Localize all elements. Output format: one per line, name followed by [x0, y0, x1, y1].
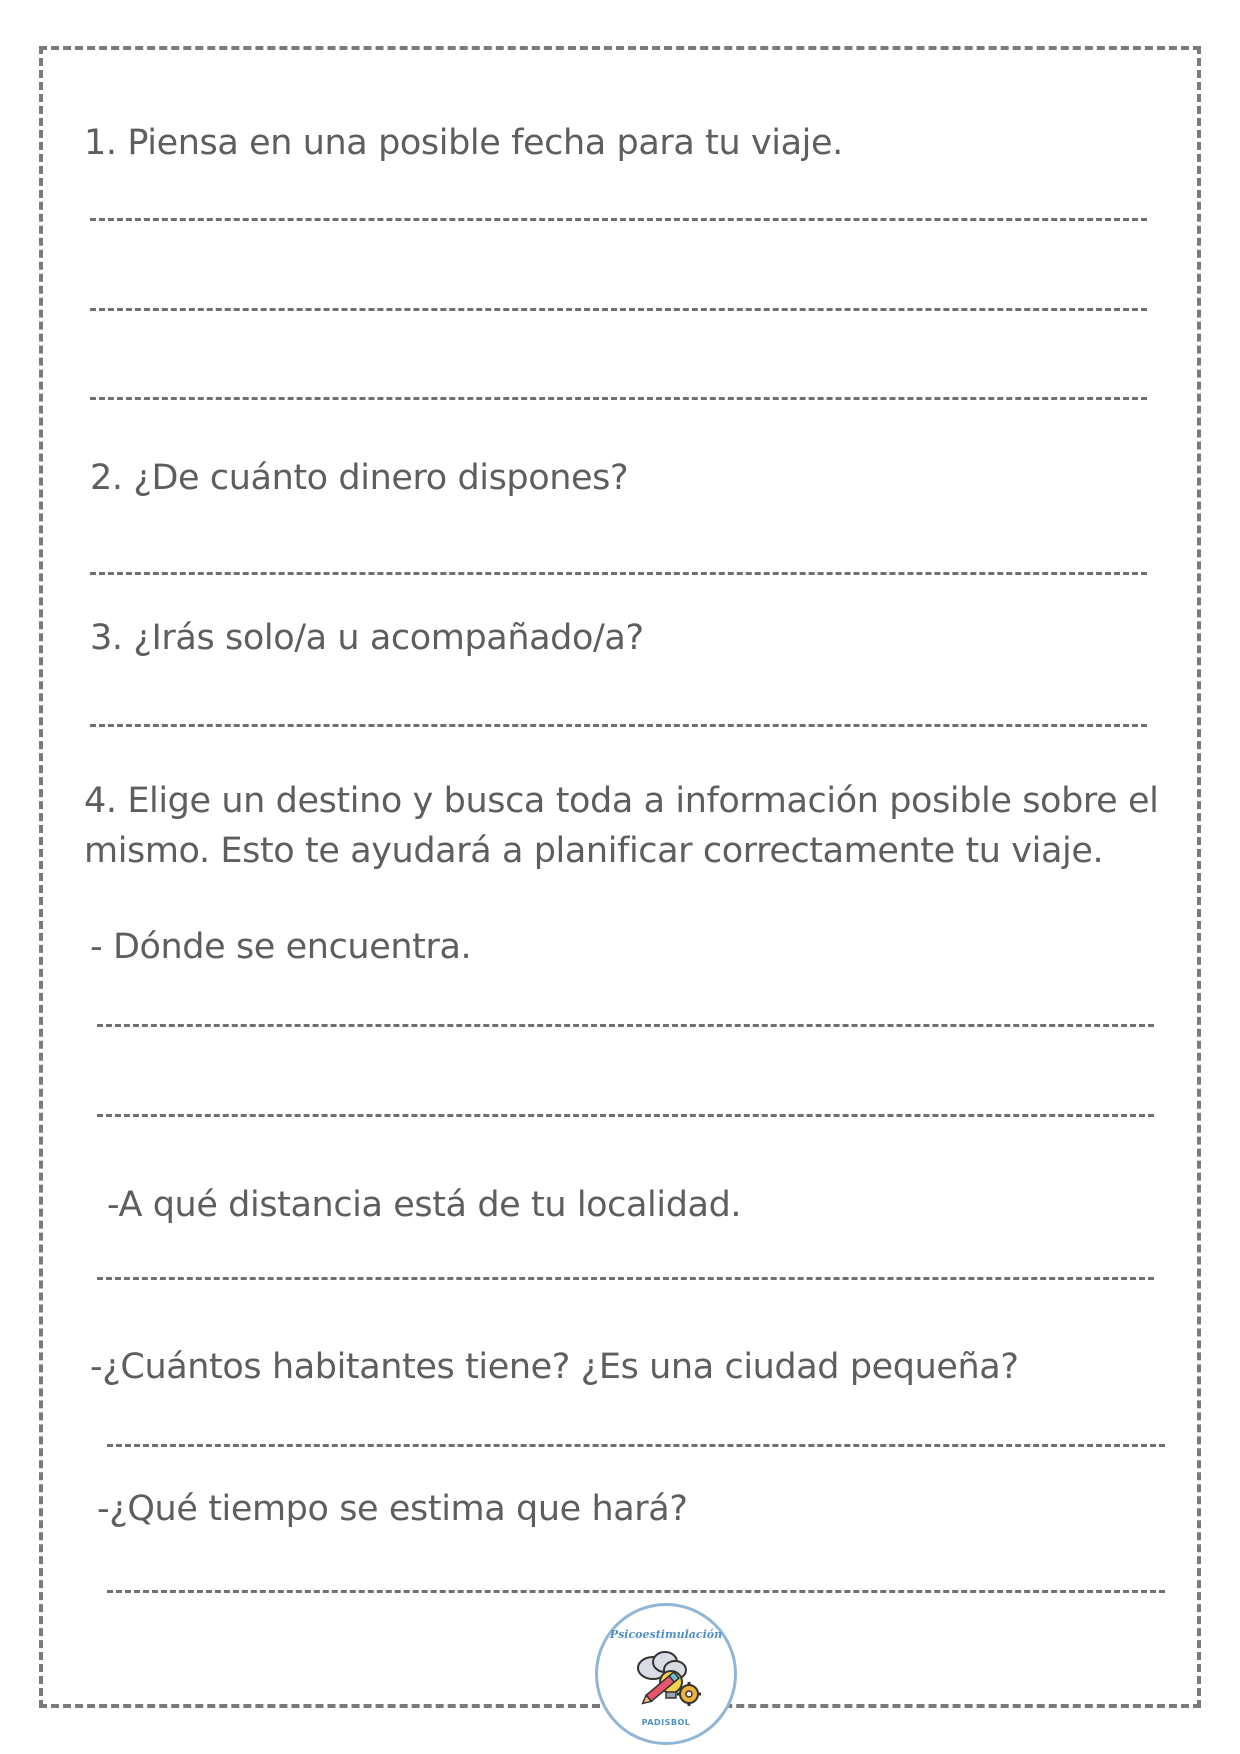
question-3: 3. ¿Irás solo/a u acompañado/a?	[90, 618, 644, 658]
answer-line-4b[interactable]	[97, 1114, 1154, 1117]
answer-line-1a[interactable]	[90, 218, 1147, 221]
answer-line-4e[interactable]	[107, 1590, 1165, 1593]
answer-line-4d[interactable]	[107, 1444, 1165, 1447]
subquestion-population: -¿Cuántos habitantes tiene? ¿Es una ciudad pequeña?	[90, 1347, 1019, 1387]
subquestion-location: - Dónde se encuentra.	[90, 927, 472, 967]
subquestion-weather: -¿Qué tiempo se estima que hará?	[97, 1489, 688, 1529]
question-4: 4. Elige un destino y busca toda a información posible sobre el mismo. Esto te ayudará a planificar correctamente tu viaje.	[84, 781, 1159, 871]
answer-line-4a[interactable]	[97, 1024, 1154, 1027]
answer-line-1c[interactable]	[90, 397, 1147, 400]
answer-line-2[interactable]	[90, 572, 1147, 575]
question-1: 1. Piensa en una posible fecha para tu viaje.	[84, 123, 843, 163]
subquestion-distance: -A qué distancia está de tu localidad.	[107, 1185, 742, 1225]
psicoestimulacion-logo	[595, 1603, 737, 1745]
answer-line-1b[interactable]	[90, 308, 1147, 311]
page-border	[39, 46, 1201, 1708]
logo-top-text: Psicoestimulación	[609, 1628, 723, 1641]
answer-line-3[interactable]	[90, 724, 1147, 727]
question-2: 2. ¿De cuánto dinero dispones?	[90, 458, 629, 498]
answer-line-4c[interactable]	[97, 1277, 1154, 1280]
logo-bottom-text: PADISBOL	[641, 1718, 691, 1727]
brain-pencil-gear-icon	[631, 1644, 707, 1714]
